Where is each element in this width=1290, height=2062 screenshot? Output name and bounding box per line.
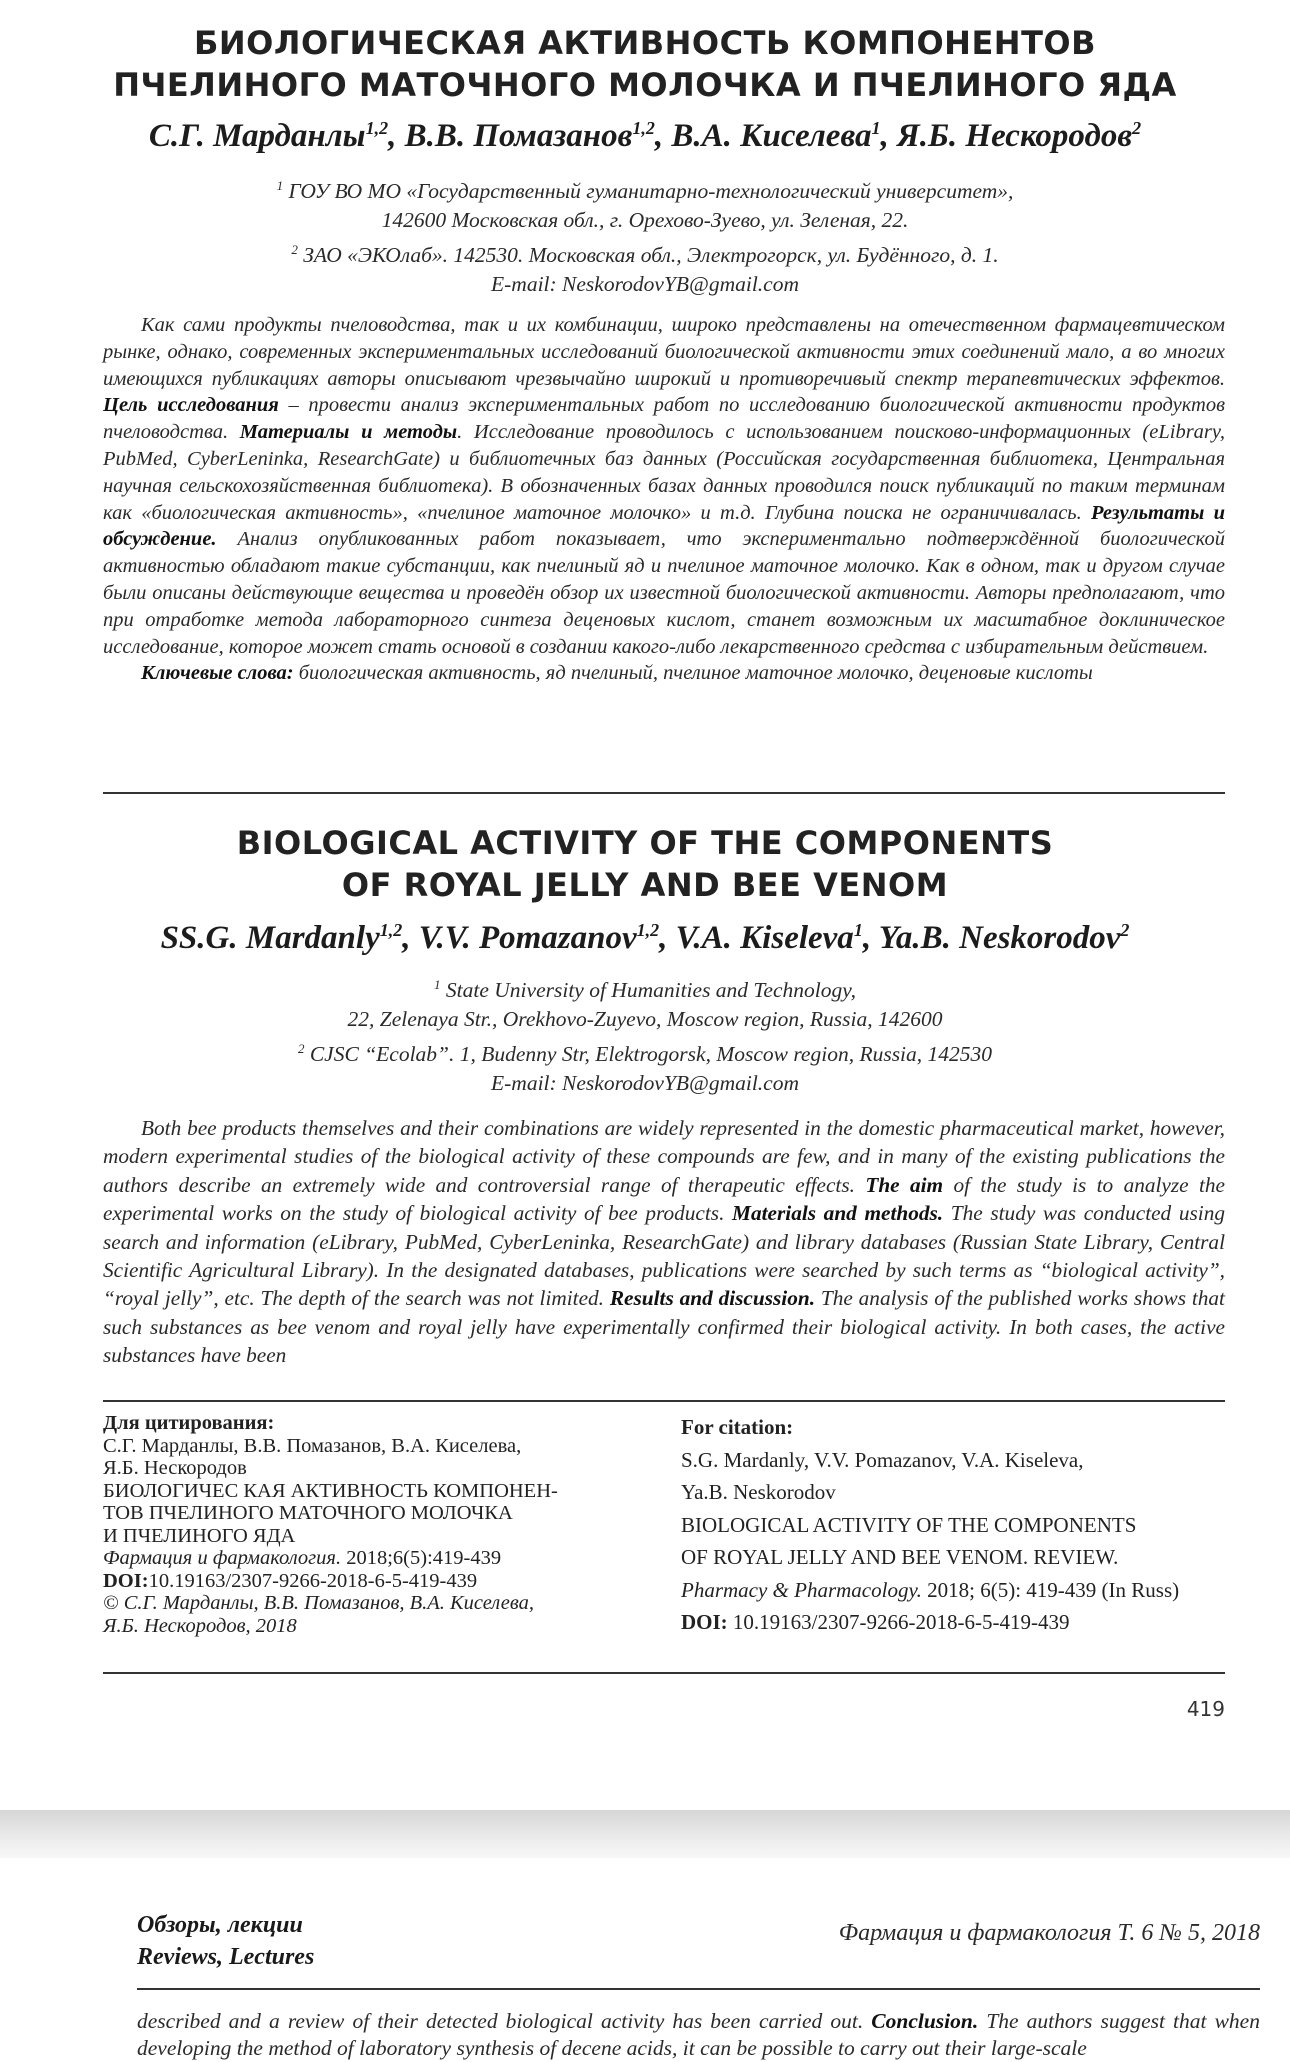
abstract-heading-conclusion: Conclusion. [871, 2009, 979, 2033]
en-email: E-mail: NeskorodovYB@gmail.com [491, 1071, 799, 1096]
abstract-text: Как сами продукты пчеловодства, так и их комбинации, широко представлены на отечественном фармацевтическом рынке, однако, современных экспериментальных исследований биологической активности этих соединений мало, а во многих имеющихся публикациях авторы описывают чрезвычайно широкий и противоречивый спектр терапевтических эффектов. [103, 314, 1225, 390]
ru-affil2-line1 [0, 235, 1290, 270]
ru-authors [0, 118, 1290, 155]
en-title-line2: OF ROYAL JELLY AND BEE VENOM [341, 866, 949, 904]
section-en: Reviews, Lectures [137, 1944, 315, 1970]
author-name: V.V. Pomazanov [418, 920, 637, 956]
abstract-heading-aim: Цель исследования [103, 394, 279, 417]
running-header-journal: Фармация и фармакология Т. 6 № 5, 2018 [838, 1920, 1260, 1946]
abstract-heading-results: Results and discussion. [609, 1286, 816, 1311]
citation-doi [103, 1570, 643, 1593]
keywords-label: Ключевые слова: [141, 662, 294, 685]
ru-affiliations [0, 171, 1290, 299]
author-sep: , [862, 920, 879, 956]
journal-name: Pharmacy & Pharmacology. [681, 1577, 922, 1602]
citation-copyright: © С.Г. Марданлы, В.В. Помазанов, В.А. Киселева, [103, 1592, 534, 1614]
en-title-line1: BIOLOGICAL ACTIVITY OF THE COMPONENTS [236, 824, 1054, 862]
author-affil-sup: 1 [871, 118, 881, 138]
citation-title: OF ROYAL JELLY AND BEE VENOM. REVIEW. [681, 1545, 1119, 1569]
keywords-text: биологическая активность, яд пчелиный, пчелиное маточное молочко, деценовые кислоты [293, 662, 1093, 685]
page-gap [0, 1810, 1290, 1858]
citation-heading: For citation: [681, 1415, 794, 1439]
abstract-text: The authors suggest that when developing the method of laboratory synthesis of decene acids, it can be possible to carry out their large-scale [137, 2009, 1260, 2060]
citation-authors: Ya.B. Neskorodov [681, 1480, 836, 1504]
ru-title-line1: БИОЛОГИЧЕСКАЯ АКТИВНОСТЬ КОМПОНЕНТОВ [193, 24, 1096, 62]
abstract-text: described and a review of their detected biological activity has been carried out. [137, 2009, 872, 2033]
en-abstract-paragraph [103, 1114, 1225, 1370]
abstract-heading-results: Результаты и обсуждение. [103, 501, 1225, 551]
author-affil-sup: 1,2 [632, 118, 655, 138]
abstract-text: The analysis of the published works shows that such substances as bee venom and royal jelly have experimentally confirmed their biological activity. In both cases, the active substances have been [103, 1286, 1225, 1368]
doi-label: DOI: [103, 1569, 149, 1592]
ru-abstract-paragraph [103, 312, 1225, 660]
author-affil-sup: 1 [853, 920, 863, 940]
abstract-heading-aim: The aim [865, 1172, 944, 1197]
en-abstract [103, 1114, 1225, 1370]
citation-journal [103, 1547, 643, 1570]
affil-text: ЗАО «ЭКОлаб». 142530. Московская обл., Электрогорск, ул. Будённого, д. 1. [297, 243, 999, 268]
affil-sup: 2 [297, 1041, 305, 1057]
journal-name: Фармация и фармакология. [103, 1547, 342, 1569]
affil-sup: 2 [291, 242, 298, 258]
citation-authors: С.Г. Марданлы, В.В. Помазанов, В.А. Киселева, [103, 1434, 522, 1457]
affil-text: CJSC “Ecolab”. 1, Budenny Str, Elektrogorsk, Moscow region, Russia, 142530 [304, 1042, 993, 1067]
ru-title [0, 22, 1290, 106]
abstract-text: Both bee products themselves and their combinations are widely represented in the domestic pharmaceutical market, however, modern experimental studies of the biological activity of these compounds are few, and in many of the existing publications the authors describe an extremely wide and controversial range of therapeutic effects. [103, 1116, 1225, 1197]
affil-text: State University of Humanities and Technology, [440, 978, 856, 1003]
en-affil1-line2: 22, Zelenaya Str., Orekhovo-Zuyevo, Moscow region, Russia, 142600 [347, 1007, 943, 1032]
citation-doi [681, 1606, 1241, 1639]
en-affiliations [0, 970, 1290, 1098]
en-affil1-line1 [0, 970, 1290, 1005]
author-name: С.Г. Марданлы [148, 118, 366, 154]
en-affil2-line1 [0, 1034, 1290, 1069]
author-affil-sup: 1,2 [636, 920, 660, 940]
author-sep: , [654, 118, 672, 154]
ru-affil1-line1 [0, 171, 1290, 206]
citation-title: ТОВ ПЧЕЛИНОГО МАТОЧНОГО МОЛОЧКА [103, 1502, 513, 1524]
author-affil-sup: 2 [1132, 118, 1142, 138]
abstract-text: of the study is to analyze the experimental works on the study of biological activity of bee products. [103, 1172, 1225, 1226]
citation-en [681, 1411, 1241, 1639]
affil-sup: 1 [434, 977, 441, 992]
doi-label: DOI: [681, 1610, 728, 1634]
ru-keywords [103, 660, 1225, 687]
citation-ru [103, 1412, 643, 1637]
citation-heading: Для цитирования: [103, 1412, 275, 1434]
citation-divider-top [103, 1400, 1225, 1402]
citation-authors: S.G. Mardanly, V.V. Pomazanov, V.A. Kiseleva, [681, 1447, 1084, 1472]
section-ru: Обзоры, лекции [137, 1912, 303, 1938]
author-sep: , [659, 920, 676, 956]
author-name: Я.Б. Нескородов [896, 118, 1133, 154]
journal-issue: 2018; 6(5): 419-439 (In Russ) [921, 1577, 1180, 1602]
abstract-text: Анализ опубликованных работ показывает, что экспериментально подтверждённой биологической активностью обладают такие субстанции, как пчелиный яд и пчелиное маточное молочко. Как в одном, так и другом случае были описаны действующие вещества и проведён обзор их известной биологической активности. Авторы предполагают, что при отработке метода лабораторного синтеза деценовых кислот, станет возможным их масштабное доклиническое исследование, которое может стать основой в создании какого-либо лекарственного средства с избирательным действием. [103, 528, 1225, 658]
author-sep: , [880, 118, 897, 154]
affil-text: ГОУ ВО МО «Государственный гуманитарно-технологический университет», [283, 179, 1014, 204]
ru-abstract [103, 312, 1225, 687]
author-sep: , [388, 118, 405, 154]
doi-value: 10.19163/2307-9266-2018-6-5-419-439 [148, 1569, 478, 1592]
abstract-text: – провести анализ экспериментальных работ по исследованию биологической активности продуктов пчеловодства. [103, 394, 1225, 444]
en-title [0, 822, 1290, 906]
citation-journal [681, 1574, 1241, 1607]
citation-authors: Я.Б. Нескородов [103, 1457, 247, 1479]
page-number: 419 [1186, 1697, 1225, 1721]
author-affil-sup: 2 [1120, 920, 1130, 940]
ru-title-line2: ПЧЕЛИНОГО МАТОЧНОГО МОЛОЧКА И ПЧЕЛИНОГО ЯДА [113, 66, 1177, 104]
author-sep: , [402, 920, 419, 956]
abstract-heading-methods: Материалы и методы [239, 421, 458, 444]
affil-sup: 1 [276, 178, 284, 193]
author-name: Ya.B. Neskorodov [878, 920, 1121, 956]
author-affil-sup: 1,2 [365, 118, 389, 138]
citation-title: BIOLOGICAL ACTIVITY OF THE COMPONENTS [681, 1512, 1137, 1537]
citation-title: И ПЧЕЛИНОГО ЯДА [103, 1524, 296, 1547]
citation-copyright: Я.Б. Нескородов, 2018 [103, 1614, 297, 1637]
citation-title: БИОЛОГИЧЕС КАЯ АКТИВНОСТЬ КОМПОНЕН- [103, 1479, 558, 1502]
next-page [0, 1858, 1290, 2060]
section-divider [103, 792, 1225, 794]
header-divider [137, 1988, 1260, 1990]
author-name: SS.G. Mardanly [160, 920, 380, 956]
author-name: В.А. Киселева [671, 118, 872, 154]
author-affil-sup: 1,2 [379, 920, 403, 940]
citation-divider-bottom [103, 1672, 1225, 1674]
author-name: V.A. Kiseleva [675, 920, 854, 956]
abstract-heading-methods: Materials and methods. [732, 1201, 944, 1226]
en-authors [0, 920, 1290, 957]
ru-email: E-mail: NeskorodovYB@gmail.com [491, 272, 799, 297]
abstract-text: The study was conducted using search and information (eLibrary, PubMed, CyberLeninka, ResearchGate) and library databases (Russian State Library, Central Scientific Agricultural Library). In the designated databases, publications were searched by such terms as “biological activity”, “royal jelly”, etc. The depth of the search was not limited. [103, 1201, 1225, 1311]
journal-issue: 2018;6(5):419-439 [341, 1547, 502, 1569]
abstract-text: . Исследование проводилось с использованием поисково-информационных (eLibrary, PubMed, CyberLeninka, ResearchGate) и библиотечных баз данных (Российская государственная библиотека, Центральная научная сельскохозяйственная библиотека). В обозначенных базах данных проводился поиск публикаций по таким терминам как «биологическая активность», «пчелиное маточное молочко» и т.д. Глубина поиска не ограничивалась. [103, 421, 1225, 524]
doi-value: 10.19163/2307-9266-2018-6-5-419-439 [727, 1610, 1070, 1634]
running-header-section [137, 1909, 314, 1973]
author-name: В.В. Помазанов [404, 118, 633, 154]
ru-affil1-line2: 142600 Московская обл., г. Орехово-Зуево, ул. Зеленая, 22. [381, 208, 909, 233]
